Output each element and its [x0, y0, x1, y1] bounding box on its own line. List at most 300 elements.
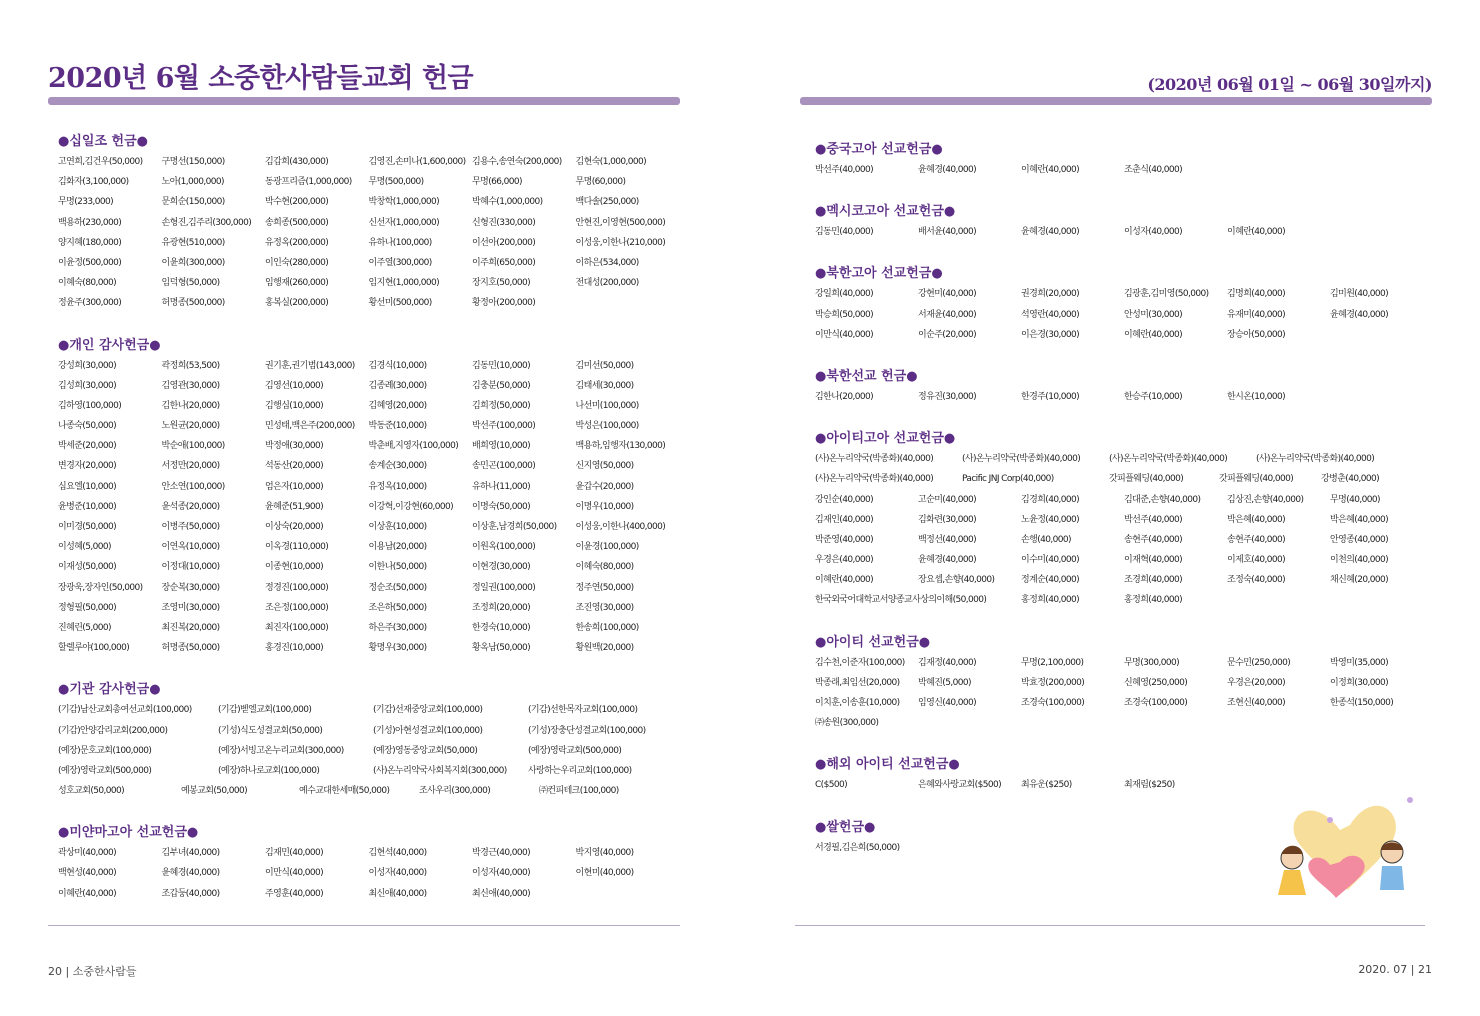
donor-entry: 이정대(10,000) — [161, 562, 220, 573]
donor-entry: 갓피플웨딩(40,000) — [1109, 474, 1184, 485]
donor-entry: 이성혜(5,000) — [58, 542, 111, 553]
entry-row — [815, 160, 1433, 180]
donor-entry: (사)온누리약국(박종화)(40,000) — [962, 454, 1081, 465]
donor-entry: 송계순(30,000) — [368, 461, 427, 472]
donor-entry: 이은경(30,000) — [1021, 329, 1079, 340]
donor-entry: 강성희(30,000) — [58, 360, 116, 371]
donor-entry: (기감)벧엘교회(100,000) — [218, 705, 312, 716]
donor-entry: 이혜란(40,000) — [58, 888, 116, 899]
entry-row — [815, 490, 1433, 510]
right-column — [815, 140, 1433, 880]
donor-entry: 김희정(50,000) — [472, 400, 530, 411]
heart-children-icon — [1270, 770, 1430, 905]
donor-entry: 윤혜경(40,000) — [1021, 227, 1079, 238]
entry-row — [58, 843, 680, 863]
section-title: ●중국고아 선교헌금● — [815, 142, 943, 157]
donor-entry: 무명(2,100,000) — [1021, 657, 1084, 668]
donor-entry: 박수현(200,000) — [265, 197, 329, 208]
donor-entry: 송희종(500,000) — [265, 217, 329, 228]
donor-entry: 유광현(510,000) — [161, 237, 225, 248]
donor-entry: 조경숙(100,000) — [1021, 698, 1085, 708]
donor-entry: 윤혜경(40,000) — [918, 165, 976, 175]
donor-entry — [918, 590, 1021, 610]
donor-entry: 김현석(40,000) — [368, 848, 427, 859]
section-title: ●십일조 헌금● — [58, 134, 149, 149]
donor-entry: 곽상미(40,000) — [58, 848, 116, 859]
donor-entry: (사)온누리약국(박종화)(40,000) — [1109, 454, 1228, 465]
entry-row — [815, 590, 1433, 610]
entry-row — [58, 376, 680, 396]
donor-entry: 우경은(40,000) — [815, 555, 873, 566]
donor-entry: 송현주(40,000) — [1227, 534, 1285, 545]
donor-entry: 할렐루야(100,000) — [58, 643, 130, 654]
donor-entry: 무명(40,000) — [1330, 494, 1380, 505]
donor-entry: 이혜란(40,000) — [815, 575, 873, 586]
donor-entry: 이제호(40,000) — [1227, 555, 1285, 566]
donor-entry: 박선주(40,000) — [815, 165, 873, 175]
donor-entry — [576, 293, 680, 313]
donor-entry: 김광훈,김미영(50,000) — [1124, 289, 1209, 300]
donor-entry: 윤갑수(20,000) — [575, 481, 634, 492]
donor-entry: 윤혜준(51,900) — [265, 501, 323, 512]
donor-entry — [576, 884, 680, 904]
donor-entry: 조정희(20,000) — [472, 602, 530, 613]
donor-entry: 박정애(30,000) — [265, 441, 323, 452]
donor-entry: 이정희(30,000) — [1330, 677, 1388, 688]
donor-entry: 노아(1,000,000) — [161, 177, 224, 188]
donor-entry: 윤혜경(40,000) — [1330, 309, 1388, 320]
donor-entry: ㈜송원(300,000) — [815, 718, 879, 729]
donor-entry: 이종현(10,000) — [265, 562, 323, 573]
donor-entry: 정주연(50,000) — [575, 582, 634, 593]
donor-entry: 이혜숙(80,000) — [58, 278, 116, 289]
donor-entry: 황원백(20,000) — [575, 643, 634, 654]
donor-entry: 이인숙(280,000) — [265, 257, 329, 268]
donor-entry: 이혜란(40,000) — [1227, 227, 1285, 238]
donor-entry — [1227, 713, 1330, 733]
donor-entry: 이성웅,이한나(210,000) — [575, 237, 666, 248]
donor-entry: 유정옥(200,000) — [265, 237, 329, 248]
donor-entry: 정윤주(300,000) — [58, 298, 122, 309]
donor-entry: (기성)장충단성결교회(100,000) — [528, 725, 646, 736]
donor-entry: 박은혜(40,000) — [1227, 514, 1285, 525]
title-bar-left — [48, 97, 680, 105]
donor-entry: 갓피플웨딩(40,000) — [1219, 474, 1294, 485]
donor-entry: (사)온누리약국(박종화)(40,000) — [815, 474, 934, 485]
donor-entry: 김재정(40,000) — [918, 657, 976, 668]
donor-entry: 이한나(50,000) — [368, 562, 427, 573]
donor-entry: 박순애(100,000) — [161, 441, 225, 452]
donor-entry: 박종래,최임선(20,000) — [815, 677, 900, 688]
offering-section — [58, 823, 680, 904]
donor-entry — [1021, 713, 1124, 733]
donor-entry: 이강혁,이강현(60,000) — [368, 501, 454, 512]
donor-entry: 김명희(40,000) — [1227, 289, 1285, 300]
entry-row — [58, 578, 680, 598]
donor-entry: 조춘식(40,000) — [1124, 165, 1182, 175]
section-title: ●미얀마고아 선교헌금● — [58, 825, 199, 841]
donor-entry: (기감)남산교회총여선교회(100,000) — [58, 705, 192, 716]
donor-entry: 강일희(40,000) — [815, 289, 873, 300]
donor-entry: 정유진(30,000) — [918, 391, 976, 402]
donor-entry: 이재혁(40,000) — [1124, 555, 1182, 566]
donor-entry: 유하나(11,000) — [472, 481, 530, 492]
entry-row — [58, 456, 680, 476]
donor-entry: 윤병준(10,000) — [58, 501, 116, 512]
offering-section — [58, 132, 680, 314]
donor-entry: 예봉교회(50,000) — [181, 786, 248, 797]
title-bar-right — [800, 97, 1432, 105]
donor-entry: 김화련(30,000) — [918, 514, 976, 525]
entry-row — [58, 172, 680, 192]
entry-row — [58, 192, 680, 212]
entry-row — [815, 550, 1433, 570]
donor-entry: 조경숙(100,000) — [1124, 698, 1188, 708]
donor-entry: 채신혜(20,000) — [1330, 575, 1388, 586]
donor-entry: 윤혜경(40,000) — [918, 555, 976, 566]
donor-entry: 장지호(50,000) — [472, 278, 530, 289]
offering-section — [815, 633, 1433, 734]
donor-entry: 장순복(30,000) — [161, 582, 220, 593]
donor-entry: 김갑희(430,000) — [265, 157, 329, 167]
donor-entry: 이병주(50,000) — [161, 522, 220, 532]
donor-entry: 서경필,김은희(50,000) — [815, 842, 900, 853]
donor-entry: 양지혜(180,000) — [58, 237, 122, 248]
donor-entry: 안성미(30,000) — [1124, 309, 1182, 320]
donor-entry: 최재림($250) — [1124, 780, 1175, 791]
donor-entry: 한국외국어대학교서양종교사상의이해(50,000) — [815, 595, 987, 606]
section-title: ●개인 감사헌금● — [58, 337, 161, 353]
section-title: ●해외 아이티 선교헌금● — [815, 757, 960, 773]
donor-entry: 강병춘(40,000) — [1321, 474, 1379, 485]
page-title: 2020년 6월 소중한사람들교회 헌금 — [48, 63, 474, 94]
donor-entry: 김상진,손향(40,000) — [1227, 494, 1304, 505]
donor-entry: 손행(40,000) — [1021, 534, 1071, 545]
donor-entry: 김수천,이준자(100,000) — [815, 657, 905, 668]
donor-entry: 정형필(50,000) — [58, 602, 116, 613]
donor-entry: 민성태,백은주(200,000) — [265, 421, 355, 432]
donor-entry: 박혜수(1,000,000) — [472, 197, 543, 208]
donor-entry — [1330, 160, 1433, 180]
donor-entry: 박은혜(40,000) — [1330, 514, 1388, 525]
section-title: ●북한고아 선교헌금● — [815, 266, 943, 282]
donor-entry: 이만식(40,000) — [815, 329, 873, 340]
offering-section — [58, 680, 680, 801]
donor-entry: 김충분(50,000) — [472, 380, 530, 391]
donor-entry: 고순미(40,000) — [918, 494, 976, 505]
donor-entry: 최유운($250) — [1021, 780, 1072, 791]
donor-entry: 이성자(40,000) — [1124, 227, 1182, 238]
donor-entry — [1124, 838, 1227, 858]
donor-entry: 한송희(100,000) — [575, 622, 639, 633]
donor-entry: 한경숙(10,000) — [472, 622, 530, 633]
donor-entry: 박영미(35,000) — [1330, 657, 1388, 668]
folio-left: 20 | 소중한사람들 — [48, 965, 137, 978]
donor-entry: (기감)선한목자교회(100,000) — [528, 705, 638, 716]
donor-entry — [1330, 713, 1433, 733]
donor-entry: 김대준,손향(40,000) — [1124, 494, 1201, 505]
donor-entry: 최신애(40,000) — [368, 888, 427, 899]
entry-row — [58, 700, 680, 720]
entry-row — [58, 557, 680, 577]
donor-entry: 허명종(50,000) — [161, 643, 220, 654]
donor-entry: 허명종(500,000) — [161, 298, 225, 309]
donor-entry: 한시온(10,000) — [1227, 391, 1285, 402]
donor-entry: 김미선(50,000) — [575, 360, 634, 371]
donor-entry: ㈜컨피테크(100,000) — [539, 786, 619, 797]
donor-entry: 임행재(260,000) — [265, 278, 329, 289]
donor-entry: 한승주(10,000) — [1124, 391, 1182, 402]
donor-entry: 김영관(30,000) — [161, 380, 220, 391]
donor-entry — [918, 713, 1021, 733]
donor-entry: 김현숙(1,000,000) — [575, 157, 647, 167]
donor-entry: 이만식(40,000) — [265, 868, 323, 879]
donor-entry: 박효정(200,000) — [1021, 677, 1085, 688]
donor-entry: 신혜영(250,000) — [1124, 677, 1188, 688]
donor-entry: 김미원(40,000) — [1330, 289, 1388, 300]
donor-entry: 유정옥(10,000) — [368, 481, 427, 492]
offering-section — [815, 140, 1433, 180]
donor-entry — [1227, 160, 1330, 180]
donor-entry: 김성희(30,000) — [58, 380, 116, 391]
donor-entry: 박춘배,지영자(100,000) — [368, 441, 459, 452]
donor-entry: 백용하,임행자(130,000) — [575, 441, 666, 452]
donor-entry: 백다솔(250,000) — [575, 197, 639, 208]
donor-entry: 박성은(100,000) — [575, 421, 639, 432]
donor-entry: 서정만(20,000) — [161, 461, 220, 472]
donor-entry: C($500) — [815, 780, 848, 791]
entry-row — [815, 693, 1433, 713]
section-title: ●북한선교 헌금● — [815, 368, 918, 384]
donor-entry: 황명우(30,000) — [368, 643, 427, 654]
entry-row — [815, 713, 1433, 733]
entry-row — [58, 152, 680, 172]
donor-entry: 이치훈,이송훈(10,000) — [815, 698, 900, 708]
donor-entry: 이혜숙(80,000) — [575, 562, 634, 573]
donor-entry: 김하영(100,000) — [58, 400, 122, 411]
offering-section — [815, 367, 1433, 407]
donor-entry: 한종석(150,000) — [1330, 698, 1394, 708]
donor-entry: 김동민(40,000) — [815, 227, 873, 238]
donor-entry — [1330, 387, 1433, 407]
donor-entry: 이주열(300,000) — [368, 257, 432, 268]
donor-entry: 신지영(50,000) — [575, 461, 634, 472]
entry-row — [58, 396, 680, 416]
offering-section — [815, 202, 1433, 242]
donor-entry: (기감)안양감리교회(200,000) — [58, 725, 168, 736]
entry-row — [815, 673, 1433, 693]
donor-entry: 임덕형(50,000) — [161, 278, 220, 289]
donor-entry: 김혜영(20,000) — [368, 400, 427, 411]
donor-entry: 이성웅,이한나(400,000) — [575, 522, 666, 532]
donor-entry: 이상훈(10,000) — [368, 522, 427, 532]
donor-entry: (기성)식도성결교회(50,000) — [218, 725, 323, 736]
donor-entry: 황정아(200,000) — [472, 298, 536, 309]
donor-entry: 조진영(30,000) — [575, 602, 634, 613]
donor-entry: 이명숙(50,000) — [472, 501, 530, 512]
donor-entry: 장광욱,장자인(50,000) — [58, 582, 143, 593]
donor-entry: 이명우(10,000) — [575, 501, 634, 512]
donor-entry: 나선미(100,000) — [575, 400, 639, 411]
donor-entry: 조갑둥(40,000) — [161, 888, 220, 899]
donor-entry: 전대성(200,000) — [575, 278, 639, 289]
donor-entry: 곽정희(53,500) — [161, 360, 220, 371]
entry-row — [58, 273, 680, 293]
donor-entry: 우경은(20,000) — [1227, 677, 1285, 688]
donor-entry: 배희영(10,000) — [472, 441, 530, 452]
section-title: ●쌀헌금● — [815, 819, 876, 835]
entry-row — [58, 863, 680, 883]
entry-row — [815, 387, 1433, 407]
donor-entry — [1124, 713, 1227, 733]
donor-entry: 심요엘(10,000) — [58, 481, 116, 492]
donor-entry: 무명(66,000) — [472, 177, 522, 188]
donor-entry: 박선주(40,000) — [1124, 514, 1182, 525]
donor-entry: 윤석종(20,000) — [161, 501, 220, 512]
donor-entry — [1330, 590, 1433, 610]
donor-entry: 임지현(1,000,000) — [368, 278, 440, 289]
offering-section — [58, 336, 680, 659]
donor-entry: Pacific JNJ Corp(40,000) — [962, 474, 1054, 485]
donor-entry: 조영미(30,000) — [161, 602, 220, 613]
donor-entry: 동광프리즘(1,000,000) — [265, 177, 352, 188]
donor-entry: 노윤정(40,000) — [1021, 514, 1079, 525]
donor-entry: 백용하(230,000) — [58, 217, 122, 228]
donor-entry: 정경진(100,000) — [265, 582, 329, 593]
donor-entry: 이원옥(100,000) — [472, 542, 536, 553]
donor-entry: 권경희(20,000) — [1021, 289, 1079, 300]
entry-row — [58, 477, 680, 497]
date-range: (2020년 06월 01일 ~ 06월 30일까지) — [1147, 75, 1432, 94]
donor-entry: 조현신(40,000) — [1227, 698, 1285, 708]
donor-entry: 홍정희(40,000) — [1021, 595, 1079, 606]
donor-entry: 이성자(40,000) — [472, 868, 530, 879]
donor-entry: 서재윤(40,000) — [918, 309, 976, 320]
donor-entry: 최진자(100,000) — [265, 622, 329, 633]
entry-row — [58, 233, 680, 253]
donor-entry: 이혜란(40,000) — [1021, 165, 1079, 175]
donor-entry: 안소연(100,000) — [161, 481, 225, 492]
donor-entry: 김용수,송연숙(200,000) — [472, 157, 562, 167]
donor-entry: 진혜린(5,000) — [58, 622, 111, 633]
donor-entry: (기성)아현성결교회(100,000) — [373, 725, 483, 736]
donor-entry: (사)온누리약국(박종화)(40,000) — [815, 454, 934, 465]
donor-entry: 이상훈,남경희(50,000) — [472, 522, 557, 532]
donor-entry: 홍복실(200,000) — [265, 298, 329, 309]
donor-entry: 변경자(20,000) — [58, 461, 116, 472]
entry-row — [815, 570, 1433, 590]
entry-row — [58, 517, 680, 537]
donor-entry: 엄은자(10,000) — [265, 481, 323, 492]
section-title: ●아이티 선교헌금● — [815, 634, 931, 650]
donor-entry — [1330, 325, 1433, 345]
donor-entry: 김한나(20,000) — [815, 391, 873, 402]
donor-entry: 박승희(50,000) — [815, 309, 873, 320]
donor-entry: 강인순(40,000) — [815, 494, 873, 505]
donor-entry: 안현진,이영현(500,000) — [575, 217, 666, 228]
entry-row — [58, 618, 680, 638]
donor-entry: 고연희,김건우(50,000) — [58, 157, 143, 167]
donor-entry: 노원균(20,000) — [161, 421, 220, 432]
donor-entry — [1021, 838, 1124, 858]
entry-row — [815, 653, 1433, 673]
donor-entry: 무명(300,000) — [1124, 657, 1180, 668]
section-title: ●멕시코고아 선교헌금● — [815, 204, 956, 220]
donor-entry: 유하나(100,000) — [368, 237, 432, 248]
donor-entry: 강현미(40,000) — [918, 289, 976, 300]
entry-row — [58, 356, 680, 376]
donor-entry: 장승아(50,000) — [1227, 329, 1285, 340]
donor-entry: 유재미(40,000) — [1227, 309, 1285, 320]
donor-entry: 이현미(40,000) — [575, 868, 634, 879]
donor-entry: 홍정희(40,000) — [1124, 595, 1182, 606]
donor-entry: 신형진(330,000) — [472, 217, 536, 228]
footer-rule-right — [795, 925, 1425, 926]
donor-entry: (예장)서빙고온누리교회(300,000) — [218, 745, 344, 756]
donor-entry: 조사우리(300,000) — [419, 786, 491, 797]
donor-entry: 이주희(650,000) — [472, 257, 536, 268]
section-title: ●아이티고아 선교헌금● — [815, 431, 956, 447]
entry-row — [58, 741, 680, 761]
left-column — [58, 132, 680, 926]
donor-entry: 김재인(40,000) — [815, 514, 873, 525]
donor-entry: (예장)영락교회(500,000) — [528, 745, 622, 756]
folio-right: 2020. 07 | 21 — [1358, 963, 1432, 976]
donor-entry: 김동민(10,000) — [472, 360, 530, 371]
donor-entry: 이순주(20,000) — [918, 329, 976, 340]
donor-entry: (예장)하나로교회(100,000) — [218, 765, 320, 776]
donor-entry: 조정숙(40,000) — [1227, 575, 1285, 586]
entry-row — [58, 638, 680, 658]
donor-entry: 김경희(40,000) — [1021, 494, 1079, 505]
donor-entry: 송민곤(100,000) — [472, 461, 536, 472]
donor-entry: 김한나(20,000) — [161, 400, 220, 411]
entry-row — [58, 721, 680, 741]
donor-entry: 사랑하는우리교회(100,000) — [528, 765, 632, 776]
entry-row — [815, 325, 1433, 345]
entry-row — [58, 416, 680, 436]
donor-entry: 박경근(40,000) — [472, 848, 530, 859]
donor-entry: 김화자(3,100,000) — [58, 177, 129, 188]
donor-entry: 권기훈,권기범(143,000) — [265, 360, 355, 371]
offering-section — [815, 264, 1433, 345]
donor-entry: (사)온누리약국(박종화)(40,000) — [1256, 454, 1375, 465]
donor-entry: 김경식(10,000) — [368, 360, 427, 371]
donor-entry: (사)온누리약국사회복지회(300,000) — [373, 765, 507, 776]
donor-entry: 한경주(10,000) — [1021, 391, 1079, 402]
entry-row — [815, 510, 1433, 530]
offering-section — [815, 429, 1433, 611]
donor-entry: (기감)선재중앙교회(100,000) — [373, 705, 483, 716]
entry-row — [815, 284, 1433, 304]
donor-entry: 석영란(40,000) — [1021, 309, 1079, 320]
donor-entry: 문수민(250,000) — [1227, 657, 1291, 668]
donor-entry: 은혜와사랑교회($500) — [918, 780, 1001, 791]
entry-row — [58, 213, 680, 233]
entry-row — [58, 497, 680, 517]
donor-entry: 김재민(40,000) — [265, 848, 323, 859]
donor-entry: 이현경(30,000) — [472, 562, 530, 573]
section-title: ●기관 감사헌금● — [58, 682, 161, 698]
donor-entry: 윤혜경(40,000) — [161, 868, 220, 879]
donor-entry: 주영훈(40,000) — [265, 888, 323, 899]
donor-entry: 이선아(200,000) — [472, 237, 536, 248]
donor-entry: 이옥경(110,000) — [265, 542, 329, 553]
donor-entry: (예장)영락교회(500,000) — [58, 765, 152, 776]
donor-entry — [1227, 590, 1330, 610]
donor-entry: 이하은(534,000) — [575, 257, 639, 268]
donor-entry: 배서윤(40,000) — [918, 227, 976, 238]
